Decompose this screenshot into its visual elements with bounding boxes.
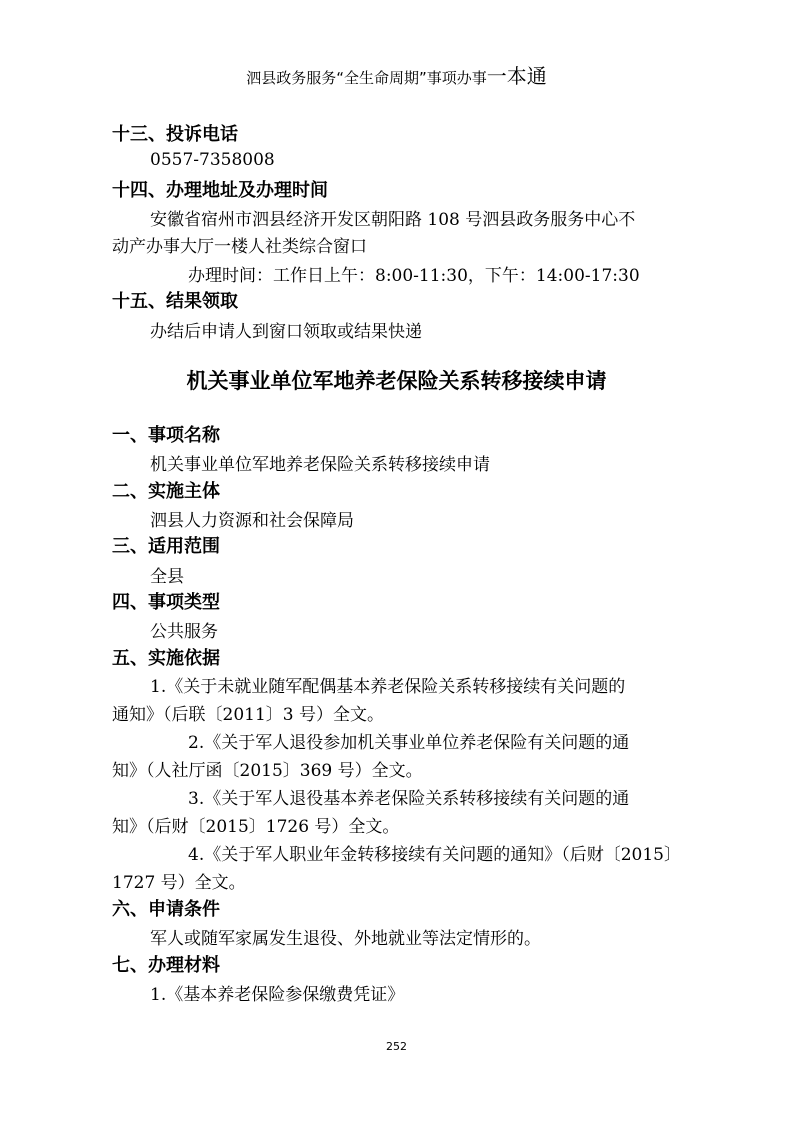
document-title: 机关事业单位军地养老保险关系转移接续申请: [186, 369, 607, 393]
body-line: 全县: [150, 567, 184, 587]
section-heading: 十四、办理地址及办理时间: [112, 180, 328, 201]
body-line: 知》（后财〔2015〕1726 号）全文。: [112, 817, 400, 837]
section-heading: 三、适用范围: [112, 536, 220, 557]
body-line: 4.《关于军人职业年金转移接续有关问题的通知》（后财〔2015〕: [188, 845, 681, 865]
header-big-text: 一本通: [486, 64, 547, 88]
section-heading: 一、事项名称: [112, 425, 220, 446]
page-header: [0, 60, 793, 89]
body-line: 知》（人社厅函〔2015〕369 号）全文。: [112, 761, 423, 781]
section-heading: 五、实施依据: [112, 648, 220, 669]
section-heading: 二、实施主体: [112, 481, 220, 502]
section-heading: 十三、投诉电话: [112, 124, 238, 145]
body-line: 公共服务: [150, 622, 218, 642]
body-line: 0557-7358008: [150, 150, 275, 170]
body-line: 泗县人力资源和社会保障局: [150, 511, 354, 531]
body-line: 1.《基本养老保险参保缴费凭证》: [150, 985, 405, 1005]
body-line: 机关事业单位军地养老保险关系转移接续申请: [150, 455, 490, 475]
page-number: 252: [386, 1040, 407, 1053]
body-line: 安徽省宿州市泗县经济开发区朝阳路 108 号泗县政务服务中心不: [150, 210, 636, 230]
body-line: 军人或随军家属发生退役、外地就业等法定情形的。: [150, 929, 541, 949]
section-heading: 七、办理材料: [112, 955, 220, 976]
body-line: 3.《关于军人退役基本养老保险关系转移接续有关问题的通: [188, 789, 630, 809]
body-line: 通知》（后联〔2011〕3 号）全文。: [112, 705, 384, 725]
section-heading: 四、事项类型: [112, 592, 220, 613]
section-heading: 十五、结果领取: [112, 291, 238, 312]
body-line: 1727 号）全文。: [112, 873, 246, 893]
header-text: 泗县政务服务“全生命周期”事项办事: [246, 69, 487, 87]
body-line: 2.《关于军人退役参加机关事业单位养老保险有关问题的通: [188, 733, 630, 753]
section-heading: 六、申请条件: [112, 899, 220, 920]
body-line: 1.《关于未就业随军配偶基本养老保险关系转移接续有关问题的: [150, 677, 626, 697]
body-line: 办结后申请人到窗口领取或结果快递: [150, 322, 422, 342]
body-line: 办理时间：工作日上午：8:00-11:30，下午：14:00-17:30: [188, 266, 640, 286]
body-line: 动产办事大厅一楼人社类综合窗口: [112, 237, 367, 257]
